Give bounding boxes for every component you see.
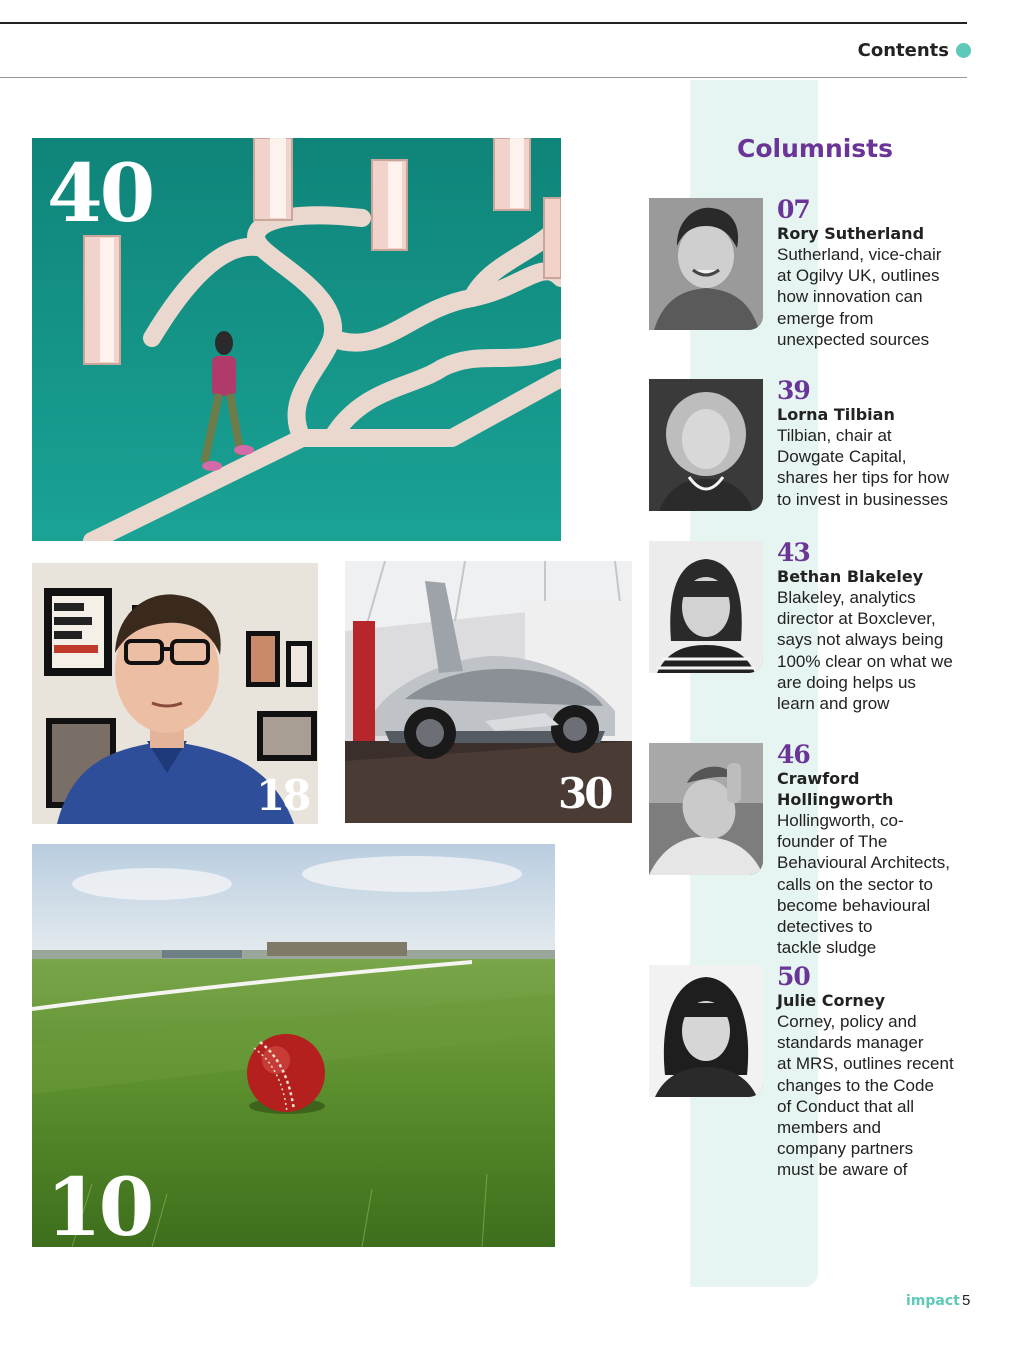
columnist-photo[interactable] (649, 965, 763, 1097)
columnist-photo[interactable] (649, 198, 763, 330)
feature-number: 30 (558, 769, 611, 818)
columnists-heading: Columnists (737, 134, 894, 163)
headshot-crawford (649, 743, 763, 875)
feature-image-car[interactable] (345, 561, 632, 823)
feature-number: 10 (46, 1160, 152, 1247)
columnist-name: Bethan Blakeley (777, 567, 924, 586)
page-number: 07 (777, 195, 810, 224)
columnist-summary: Tilbian, chair at Dowgate Capital, shares her tips for how to invest in businesses (777, 426, 949, 509)
columnist-entry[interactable] (777, 197, 972, 350)
columnist-entry[interactable] (777, 540, 972, 714)
columnist-photo[interactable] (649, 743, 763, 875)
feature-image-paths[interactable] (32, 138, 561, 541)
headshot-bethan (649, 541, 763, 673)
headshot-julie (649, 965, 763, 1097)
headshot-lorna (649, 379, 763, 511)
columnist-summary: Sutherland, vice-chair at Ogilvy UK, outlines how innovation can emerge from unexpected sources (777, 245, 942, 349)
page-number: 50 (777, 962, 810, 991)
columnist-summary: Hollingworth, co- founder of The Behavioural Architects, calls on the sector to become behavioural detectives to tackle sludge (777, 811, 950, 958)
top-rule (0, 22, 967, 24)
page-number: 43 (777, 538, 810, 567)
page-number-footer: 5 (962, 1292, 971, 1309)
columnist-name: Rory Sutherland (777, 224, 925, 243)
columnist-entry[interactable] (777, 742, 972, 958)
columnist-name: Julie Corney (777, 991, 886, 1010)
feature-image-portrait[interactable] (32, 563, 318, 824)
columnist-name: Crawford Hollingworth (777, 769, 894, 809)
columnist-name: Lorna Tilbian (777, 405, 895, 424)
feature-number: 40 (47, 146, 153, 240)
columnist-photo[interactable] (649, 379, 763, 511)
columnist-entry[interactable] (777, 378, 972, 510)
magazine-logo: impact (906, 1293, 960, 1309)
header-rule (0, 77, 967, 78)
columnist-photo[interactable] (649, 541, 763, 673)
page-number: 39 (777, 376, 810, 405)
headshot-rory (649, 198, 763, 330)
page-number: 46 (777, 740, 810, 769)
feature-image-cricket[interactable] (32, 844, 555, 1247)
section-dot-icon (956, 43, 971, 58)
columnist-entry[interactable] (777, 964, 972, 1181)
feature-number: 18 (256, 771, 309, 820)
columnist-summary: Blakeley, analytics director at Boxclever, says not always being 100% clear on what we are doing helps us learn and grow (777, 588, 953, 714)
section-label: Contents (857, 40, 949, 61)
columnist-summary: Corney, policy and standards manager at MRS, outlines recent changes to the Code of Conduct that all members and company partners must be aware of (777, 1012, 954, 1180)
